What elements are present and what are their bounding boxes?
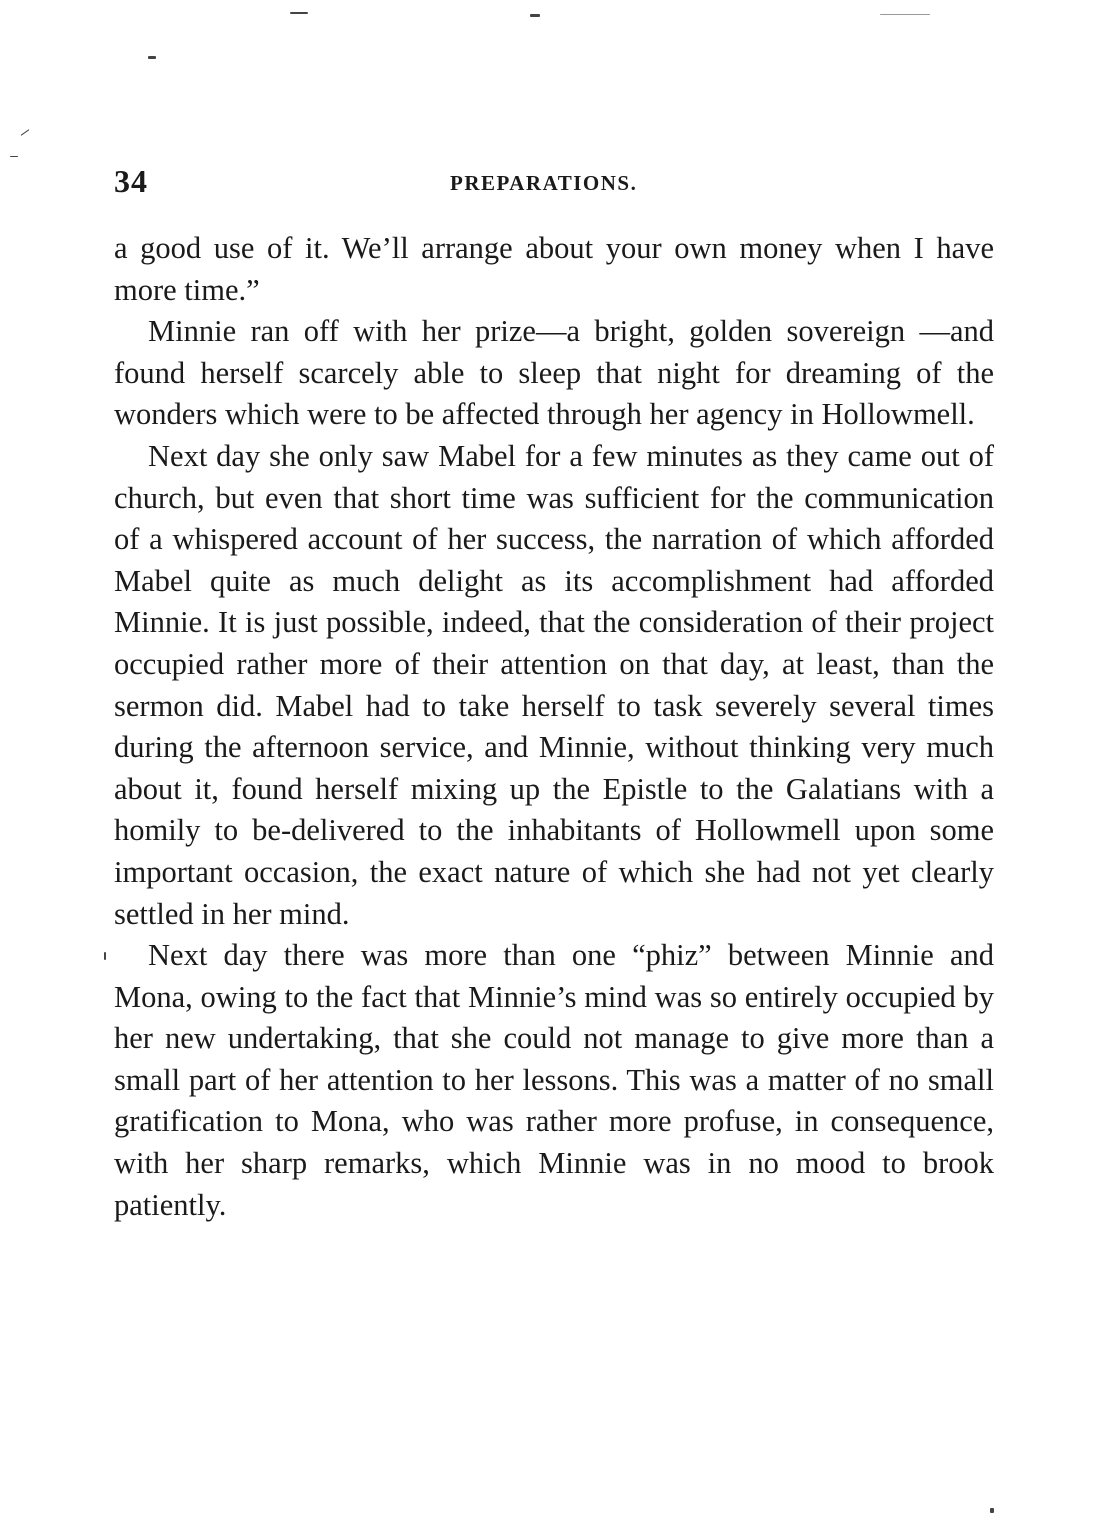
page-number: 34	[114, 163, 148, 199]
scan-speck	[530, 14, 540, 17]
paragraph: Next day she only saw Mabel for a few minutes as they came out of church, but even that short time was sufficient for the communication of a whispered account of her success, the narration of which afforded Mabel quite as much delight as its accomplishment had afforded Minnie. It is just possible, indeed, that the consideration of their project occupied rather more of their attention on that day, at least, than the sermon did. Mabel had to take herself to task severely several times during the afternoon service, and Minnie, without thinking very much about it, found herself mixing up the Epistle to the Galatians with a homily to be-delivered to the inhabitants of Hollowmell upon some important occasion, the exact nature of which she had not yet clearly settled in her mind.	[114, 438, 994, 931]
scan-speck	[10, 156, 18, 157]
body-text	[114, 228, 994, 1226]
scan-speck	[104, 952, 106, 960]
paragraph: a good use of it. We’ll arrange about your own money when I have more time.”	[114, 231, 994, 307]
paragraph: Next day there was more than one “phiz” between Minnie and Mona, owing to the fact that Minnie’s mind was so entirely occupied by her new undertaking, that she could not manage to give more than a small part of her attention to her lessons. This was a matter of no small gratification to Mona, who was rather more profuse, in consequence, with her sharp remarks, which Minnie was in no mood to brook patiently.	[114, 938, 994, 1222]
scan-speck	[880, 14, 930, 15]
running-head: PREPARATIONS.	[450, 171, 638, 195]
page-header	[114, 163, 994, 203]
paragraph: Minnie ran off with her prize—a bright, golden sovereign —and found herself scarcely able to sleep that night for dreaming of the wonders which were to be affected through her agency in Hollowmell.	[114, 314, 994, 432]
scan-speck	[21, 129, 30, 136]
scan-speck	[990, 1508, 994, 1513]
scan-speck	[290, 12, 308, 14]
scan-speck	[148, 56, 156, 59]
